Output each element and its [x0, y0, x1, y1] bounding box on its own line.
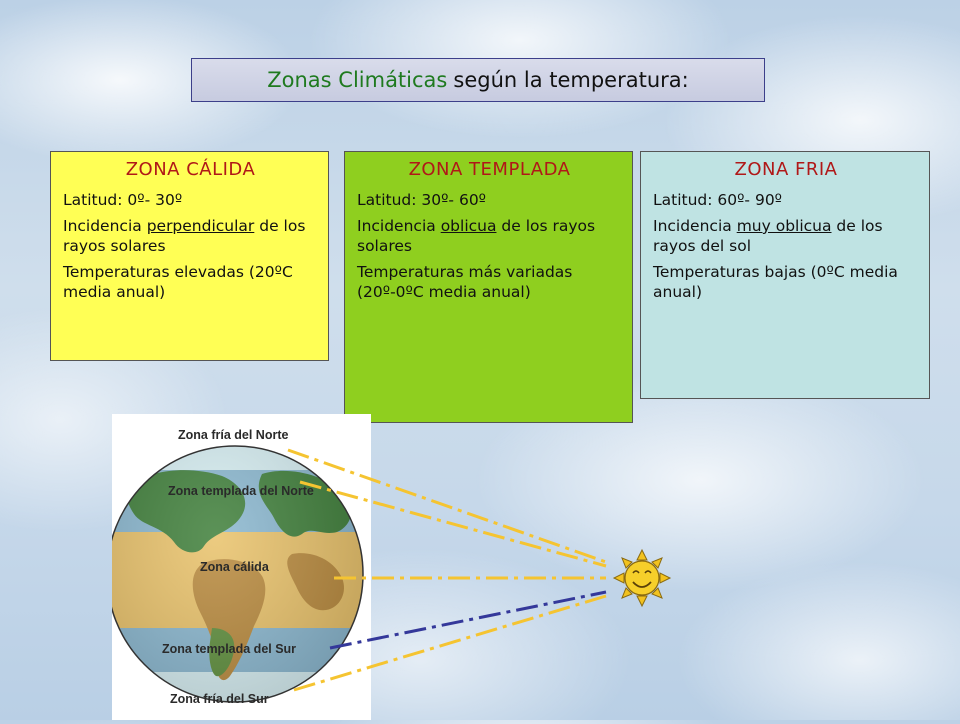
title-rest: según la temperatura: [453, 68, 689, 92]
label-north-temperate: Zona templada del Norte [168, 484, 314, 498]
label-south-cold: Zona fría del Sur [170, 692, 269, 706]
title-accent: Zonas Climáticas [267, 68, 448, 92]
zone-temperature: Temperaturas bajas (0ºC media anual) [653, 263, 898, 301]
zone-heading: ZONA FRIA [734, 159, 838, 180]
zone-temperature: Temperaturas más variadas (20º-0ºC media anual) [357, 263, 573, 301]
sun-icon [614, 550, 670, 606]
incidence-underlined: muy oblicua [736, 217, 832, 235]
zone-heading: ZONA CÁLIDA [125, 159, 256, 180]
incidence-underlined: perpendicular [146, 217, 255, 235]
incidence-text: Incidencia [357, 217, 441, 235]
zone-temperature: Temperaturas elevadas (20ºC media anual) [63, 263, 293, 301]
zone-latitude: Latitud: 0º- 30º [63, 191, 183, 209]
ray-north-temperate [300, 482, 606, 566]
incidence-underlined: oblicua [440, 217, 497, 235]
incidence-text: de los rayos del sol [653, 217, 883, 255]
label-warm: Zona cálida [200, 560, 269, 574]
incidence-text: Incidencia [653, 217, 737, 235]
ray-south-temperate [330, 592, 606, 648]
ray-south-cold [294, 596, 606, 690]
zone-heading: ZONA TEMPLADA [408, 159, 571, 180]
incidence-text: de los rayos solares [357, 217, 596, 255]
zone-latitude: Latitud: 60º- 90º [653, 191, 782, 209]
incidence-text: de los rayos solares [63, 217, 306, 255]
incidence-text: Incidencia [63, 217, 147, 235]
label-south-temperate: Zona templada del Sur [162, 642, 297, 656]
ray-north-cold [288, 450, 606, 562]
label-north-cold: Zona fría del Norte [178, 428, 289, 442]
zone-latitude: Latitud: 30º- 60º [357, 191, 486, 209]
